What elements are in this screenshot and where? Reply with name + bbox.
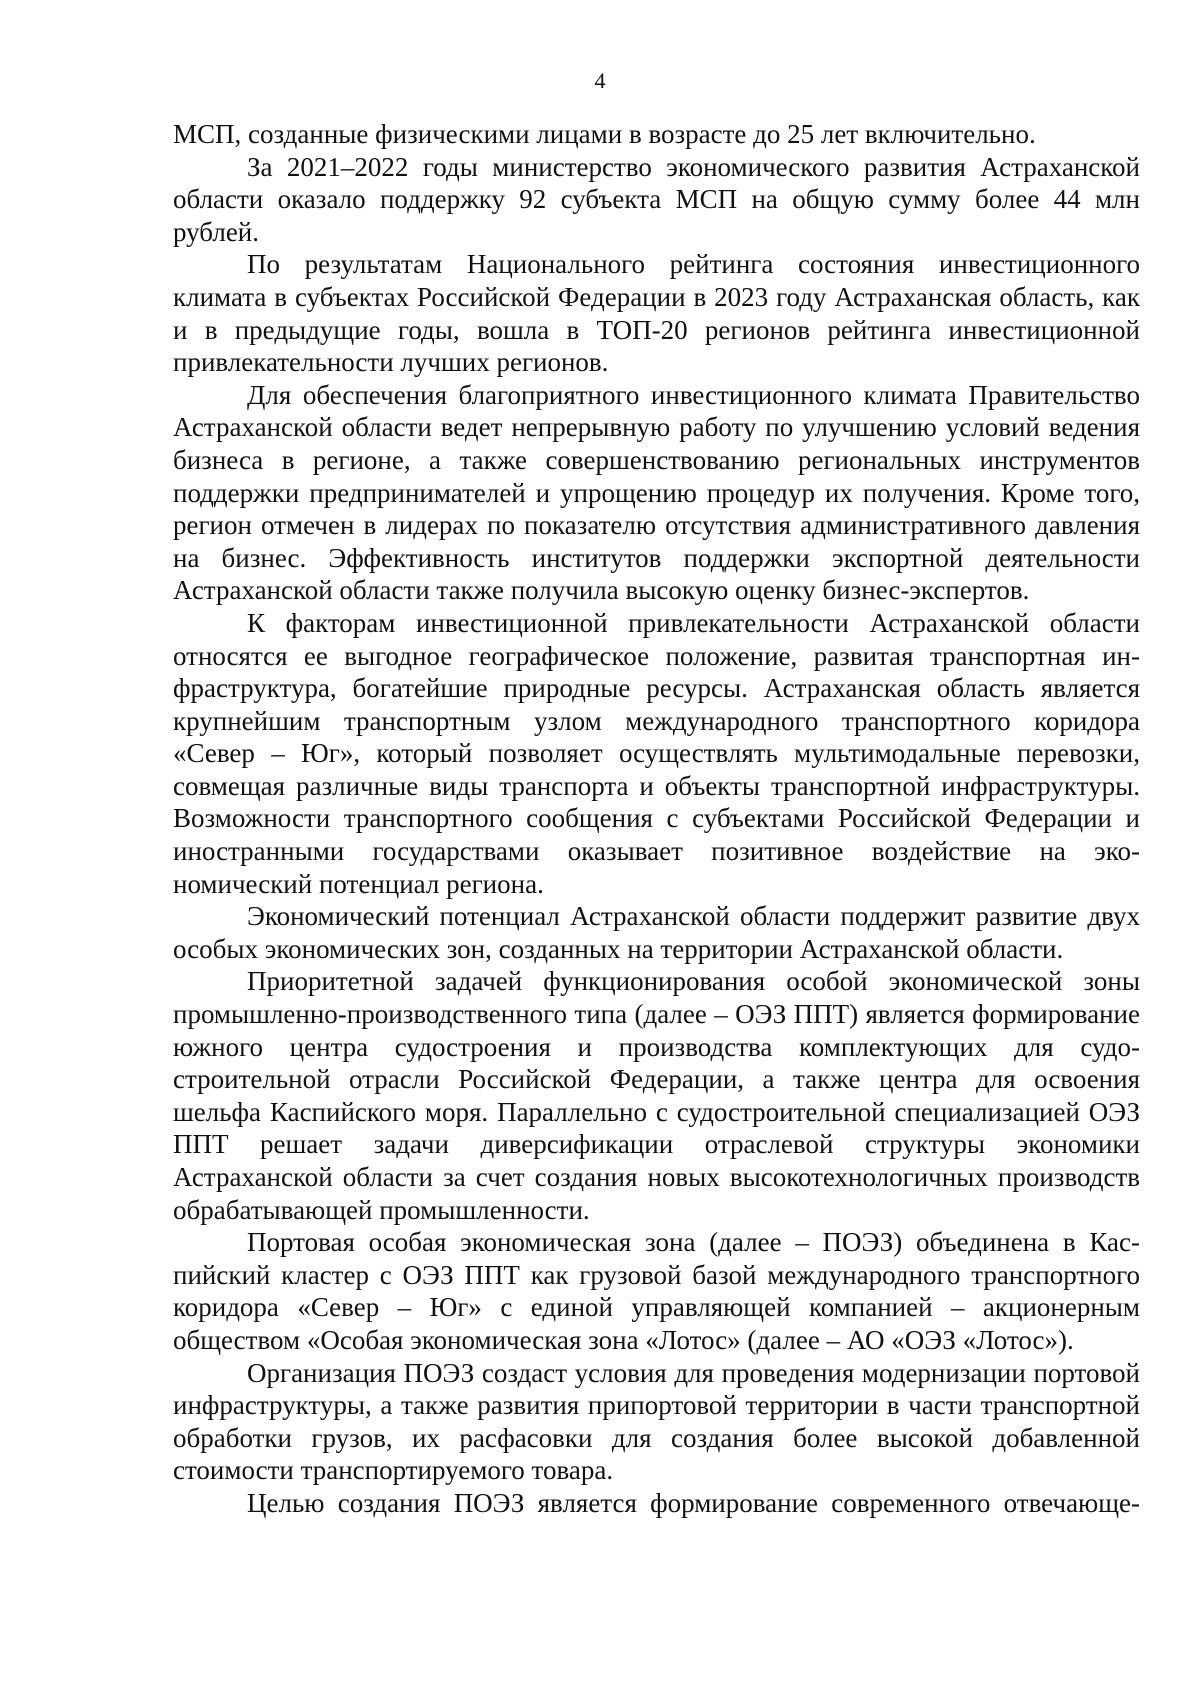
paragraph-poez-goal: Целью создания ПОЭЗ является формирование современного отвечающе-	[247, 1487, 1140, 1518]
paragraph-oez-ppt: Приоритетной задачей функционирования особой экономической зоны промышленно-производственного типа (далее – ОЭЗ ППТ) является формирование южного центра судостроения и производства комплектующих для судостроительной отрасли Российской Федерации, а также центра для освоения шельфа Каспийского моря. Параллельно с судостроительной специализацией ОЭЗ ППТ решает задачи диверсификации отраслевой структуры экономики Астраханской области за счет создания новых высокотехнологичных производств обрабатывающей промышленности.	[173, 966, 1140, 1225]
paragraph-economic-zones: Экономический потенциал Астраханской области поддержит развитие двух особых экономических зон, созданных на территории Астраханской области.	[173, 901, 1140, 964]
paragraph-poez-organization: Организация ПОЭЗ создаст условия для проведения модернизации портовой инфраструктуры, а также развития припортовой территории в части транспортной обработки грузов, их расфасовки для создания более высокой добавленной стоимости транспортируемого товара.	[173, 1357, 1140, 1486]
paragraph-support-stats: За 2021–2022 годы министерство экономического развития Астраханской области оказало поддержку 92 субъекта МСП на общую сумму более 44 млн рублей.	[173, 151, 1140, 247]
document-body	[173, 118, 1140, 1520]
paragraph-investment-rating: По результатам Национального рейтинга состояния инвестиционного климата в субъектах Российской Федерации в 2023 году Астраханская область, как и в предыдущие годы, вошла в ТОП-20 регионов рейтинга инвестиционной привлекательности лучших регионов.	[173, 249, 1140, 378]
paragraph-poez-cluster: Портовая особая экономическая зона (далее – ПОЭЗ) объединена в Каспийский кластер с ОЭЗ ППТ как грузовой базой международного транспортного коридора «Север – Юг» с единой управляющей компанией – акционерным обществом «Особая экономическая зона «Лотос» (далее – АО «ОЭЗ «Лотос»).	[173, 1227, 1140, 1355]
paragraph-investment-factors: К факторам инвестиционной привлекательности Астраханской области относятся ее выгодное географическое положение, развитая транспортная инфраструктура, богатейшие природные ресурсы. Астраханская область является крупнейшим транспортным узлом международного транспортного коридора «Север – Юг», который позволяет осуществлять мультимодальные перевозки, совмещая различные виды транспорта и объекты транспортной инфраструктуры. Возможности транспортного сообщения с субъектами Российской Федерации и иностранными государствами оказывает позитивное воздействие на экономический потенциал региона.	[173, 607, 1140, 899]
page-number: 4	[594, 68, 606, 93]
paragraph-continuation: МСП, созданные физическими лицами в возрасте до 25 лет включительно.	[173, 119, 1036, 149]
paragraph-investment-climate: Для обеспечения благоприятного инвестиционного климата Правительство Астраханской области ведет непрерывную работу по улучшению условий ведения бизнеса в регионе, а также совершенствованию региональных инструментов поддержки предпринимателей и упрощению процедур их получения. Кроме того, регион отмечен в лидерах по показателю отсутствия административного давления на бизнес. Эффективность институтов поддержки экспортной деятельности Астраханской области также получила высокую оценку бизнес-экспертов.	[173, 379, 1140, 606]
